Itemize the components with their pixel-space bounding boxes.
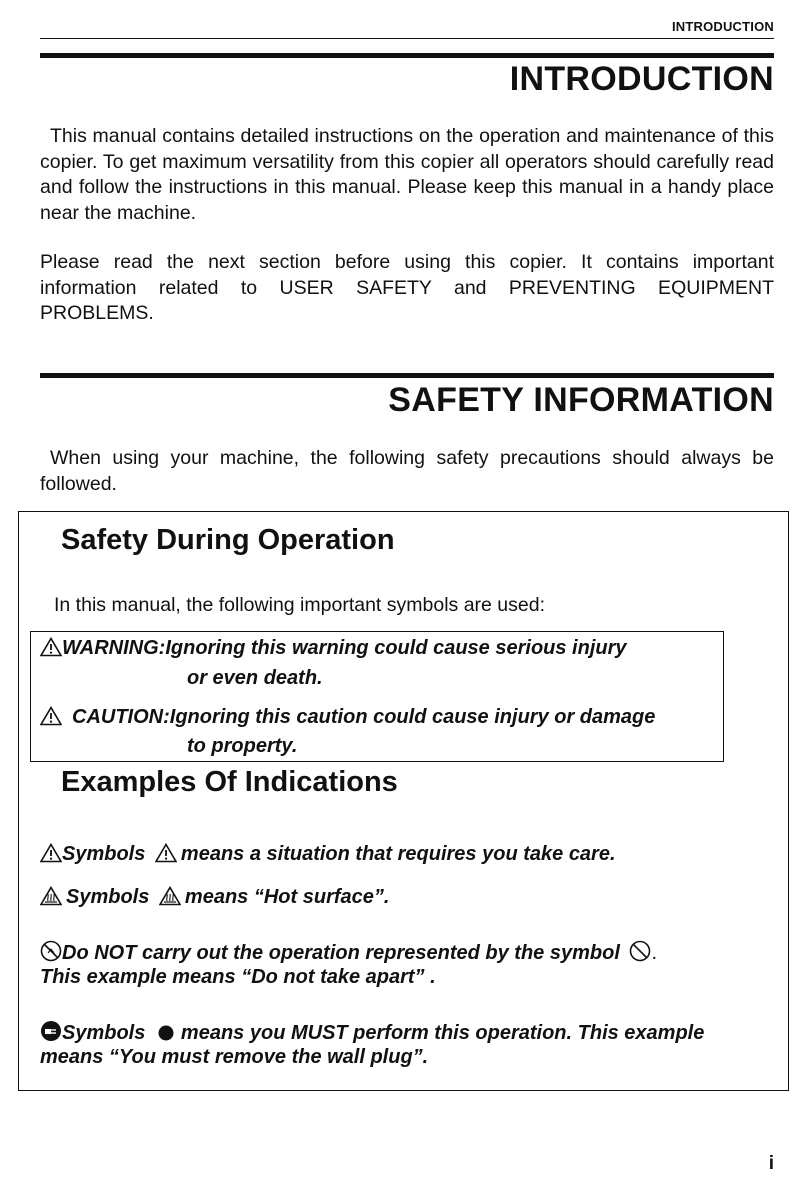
prohibited-disassembly-icon	[40, 940, 62, 962]
safety-during-operation-heading: Safety During Operation	[61, 524, 395, 556]
warning-triangle-icon	[40, 706, 62, 726]
caution-text-line-1: Ignoring this caution could cause injury or damage	[169, 706, 656, 728]
example-prohibited	[40, 940, 657, 965]
warning-triangle-icon	[40, 637, 62, 657]
warning-text-line-2: or even death.	[187, 667, 323, 689]
symbols-intro: In this manual, the following important symbols are used:	[54, 594, 545, 616]
prohibited-icon	[629, 940, 651, 962]
example-caution	[40, 843, 616, 866]
example-prohibited-meaning: This example means “Do not take apart” .	[40, 966, 436, 988]
header-rule	[40, 38, 774, 39]
warning-triangle-icon	[155, 843, 177, 863]
example-mandatory-label: Symbols	[62, 1022, 146, 1044]
example-prohibited-period: .	[651, 942, 658, 964]
examples-heading: Examples Of Indications	[61, 766, 398, 798]
example-caution-label: Symbols	[62, 843, 146, 865]
example-hot-surface-text: means “Hot surface”.	[184, 886, 390, 908]
example-hot-surface-label: Symbols	[66, 886, 150, 908]
remove-plug-icon	[40, 1020, 62, 1042]
running-head: INTRODUCTION	[671, 19, 774, 34]
warning-row	[40, 637, 627, 660]
section-rule-safety	[40, 373, 774, 378]
introduction-paragraph-2: Please read the next section before using this copier. It contains important information related to USER SAFETY and PREVENTING EQUIPMENT PROBLEMS.	[40, 251, 774, 324]
example-mandatory-text: means you MUST perform this operation. This example	[180, 1022, 705, 1044]
warning-label: WARNING:	[62, 637, 166, 659]
example-hot-surface	[40, 886, 389, 909]
caution-row	[40, 706, 655, 729]
hot-surface-icon	[159, 886, 181, 906]
section-rule-introduction	[40, 53, 774, 58]
hot-surface-icon	[40, 886, 62, 906]
page-number: i	[768, 1153, 774, 1174]
warning-text-line-1: Ignoring this warning could cause serious injury	[165, 637, 627, 659]
example-mandatory	[40, 1020, 774, 1045]
introduction-paragraph-1: This manual contains detailed instructions on the operation and maintenance of this copier. To get maximum versatility from this copier all operators should carefully read and follow the instructions in this manual. Please keep this manual in a handy place near the machine.	[40, 125, 774, 224]
mandatory-dot-icon	[157, 1024, 175, 1042]
example-prohibited-text: Do NOT carry out the operation represented by the symbol	[62, 942, 620, 964]
caution-text-line-2: to property.	[187, 735, 298, 757]
safety-intro: When using your machine, the following safety precautions should always be followed.	[40, 447, 774, 495]
caution-label: CAUTION:	[72, 706, 170, 728]
example-caution-text: means a situation that requires you take care.	[180, 843, 616, 865]
example-mandatory-meaning: means “You must remove the wall plug”.	[40, 1046, 429, 1068]
warning-triangle-icon	[40, 843, 62, 863]
introduction-title: INTRODUCTION	[509, 60, 774, 98]
safety-title: SAFETY INFORMATION	[388, 381, 774, 419]
